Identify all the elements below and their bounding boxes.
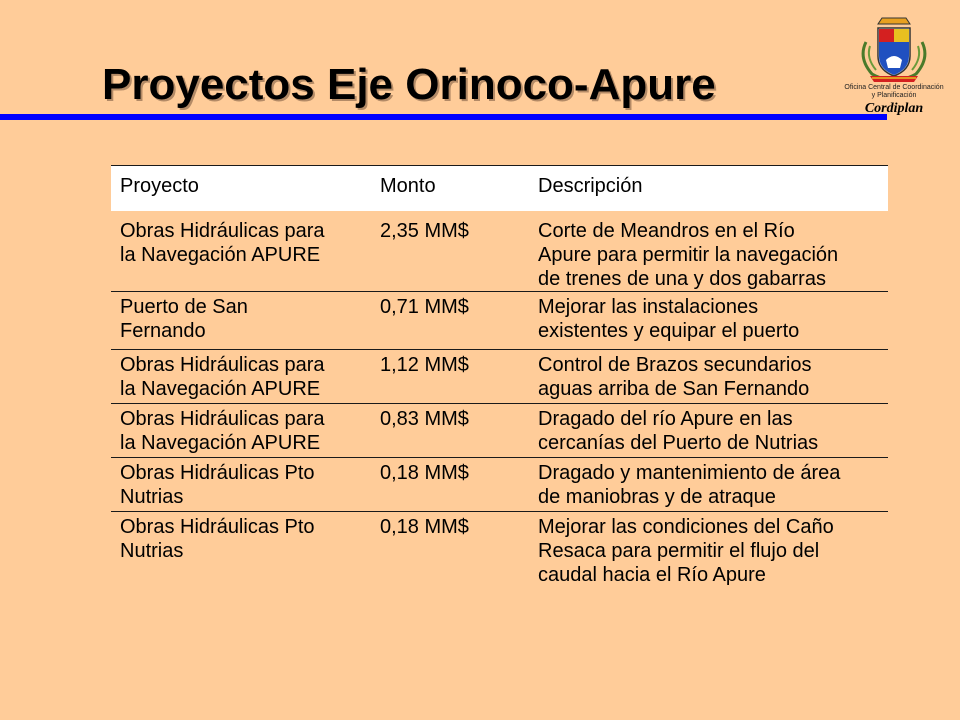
cell-monto-value: 2,35 MM$ bbox=[380, 220, 469, 242]
cell-descripcion bbox=[529, 350, 888, 404]
table-row bbox=[111, 292, 888, 350]
cell-monto bbox=[371, 512, 529, 595]
logo-office-line1: Oficina Central de Coordinación bbox=[844, 84, 944, 91]
projects-table bbox=[111, 165, 888, 595]
cell-proyecto-line: Obras Hidráulicas para bbox=[120, 354, 325, 376]
cell-monto-value: 0,18 MM$ bbox=[380, 462, 469, 484]
table-row bbox=[111, 214, 888, 292]
cell-descripcion-line: de maniobras y de atraque bbox=[538, 486, 776, 508]
cell-proyecto bbox=[111, 350, 371, 404]
cell-proyecto-line: Puerto de San bbox=[120, 296, 248, 318]
cell-descripcion-line: Dragado del río Apure en las bbox=[538, 408, 793, 430]
cell-monto-value: 0,18 MM$ bbox=[380, 516, 469, 538]
cell-descripcion-line: existentes y equipar el puerto bbox=[538, 320, 800, 342]
cell-descripcion-line: Mejorar las condiciones del Caño bbox=[538, 516, 834, 538]
cell-monto bbox=[371, 214, 529, 292]
cell-descripcion-line: aguas arriba de San Fernando bbox=[538, 378, 810, 400]
table-row bbox=[111, 512, 888, 595]
table-row bbox=[111, 350, 888, 404]
cell-descripcion-line: Apure para permitir la navegación bbox=[538, 244, 839, 266]
cell-proyecto-line: Obras Hidráulicas Pto bbox=[120, 516, 315, 538]
table-header-row bbox=[111, 166, 888, 214]
cell-proyecto-line: Obras Hidráulicas para bbox=[120, 408, 325, 430]
cell-proyecto-line: Nutrias bbox=[120, 540, 184, 562]
cell-proyecto-line: la Navegación APURE bbox=[120, 244, 321, 266]
cell-monto bbox=[371, 404, 529, 458]
cell-proyecto bbox=[111, 292, 371, 350]
cell-proyecto-line: Fernando bbox=[120, 320, 206, 342]
table-row bbox=[111, 458, 888, 512]
cell-descripcion bbox=[529, 292, 888, 350]
cell-descripcion bbox=[529, 458, 888, 512]
cell-monto bbox=[371, 292, 529, 350]
cell-proyecto bbox=[111, 214, 371, 292]
cell-descripcion-line: caudal hacia el Río Apure bbox=[538, 564, 766, 586]
header-proyecto: Proyecto bbox=[111, 166, 371, 214]
slide-title: Proyectos Eje Orinoco-Apure bbox=[102, 60, 716, 109]
logo-brand: Cordiplan bbox=[864, 101, 924, 116]
cell-descripcion-line: Corte de Meandros en el Río bbox=[538, 220, 795, 242]
cell-proyecto-line: Obras Hidráulicas para bbox=[120, 220, 325, 242]
title-underline bbox=[0, 114, 887, 120]
cell-descripcion bbox=[529, 404, 888, 458]
cell-descripcion-line: Mejorar las instalaciones bbox=[538, 296, 759, 318]
coat-of-arms-icon bbox=[852, 12, 936, 84]
cell-descripcion-line: Control de Brazos secundarios bbox=[538, 354, 812, 376]
cell-proyecto-line: la Navegación APURE bbox=[120, 378, 321, 400]
cell-monto-value: 0,71 MM$ bbox=[380, 296, 469, 318]
cell-monto-value: 1,12 MM$ bbox=[380, 354, 469, 376]
cell-monto bbox=[371, 350, 529, 404]
cell-proyecto bbox=[111, 404, 371, 458]
header-monto: Monto bbox=[371, 166, 529, 214]
cordiplan-logo bbox=[838, 12, 950, 120]
table-row bbox=[111, 404, 888, 458]
cell-monto-value: 0,83 MM$ bbox=[380, 408, 469, 430]
cell-descripcion-line: Dragado y mantenimiento de área bbox=[538, 462, 841, 484]
cell-proyecto-line: Nutrias bbox=[120, 486, 184, 508]
cell-proyecto bbox=[111, 458, 371, 512]
cell-proyecto-line: la Navegación APURE bbox=[120, 432, 321, 454]
cell-monto bbox=[371, 458, 529, 512]
header-descripcion: Descripción bbox=[529, 166, 888, 214]
cell-descripcion-line: cercanías del Puerto de Nutrias bbox=[538, 432, 819, 454]
cell-descripcion-line: de trenes de una y dos gabarras bbox=[538, 268, 826, 290]
cell-proyecto bbox=[111, 512, 371, 595]
cell-descripcion bbox=[529, 512, 888, 595]
cell-descripcion bbox=[529, 214, 888, 292]
logo-office-line2: y Planificación bbox=[871, 92, 917, 99]
cell-proyecto-line: Obras Hidráulicas Pto bbox=[120, 462, 315, 484]
cell-descripcion-line: Resaca para permitir el flujo del bbox=[538, 540, 820, 562]
